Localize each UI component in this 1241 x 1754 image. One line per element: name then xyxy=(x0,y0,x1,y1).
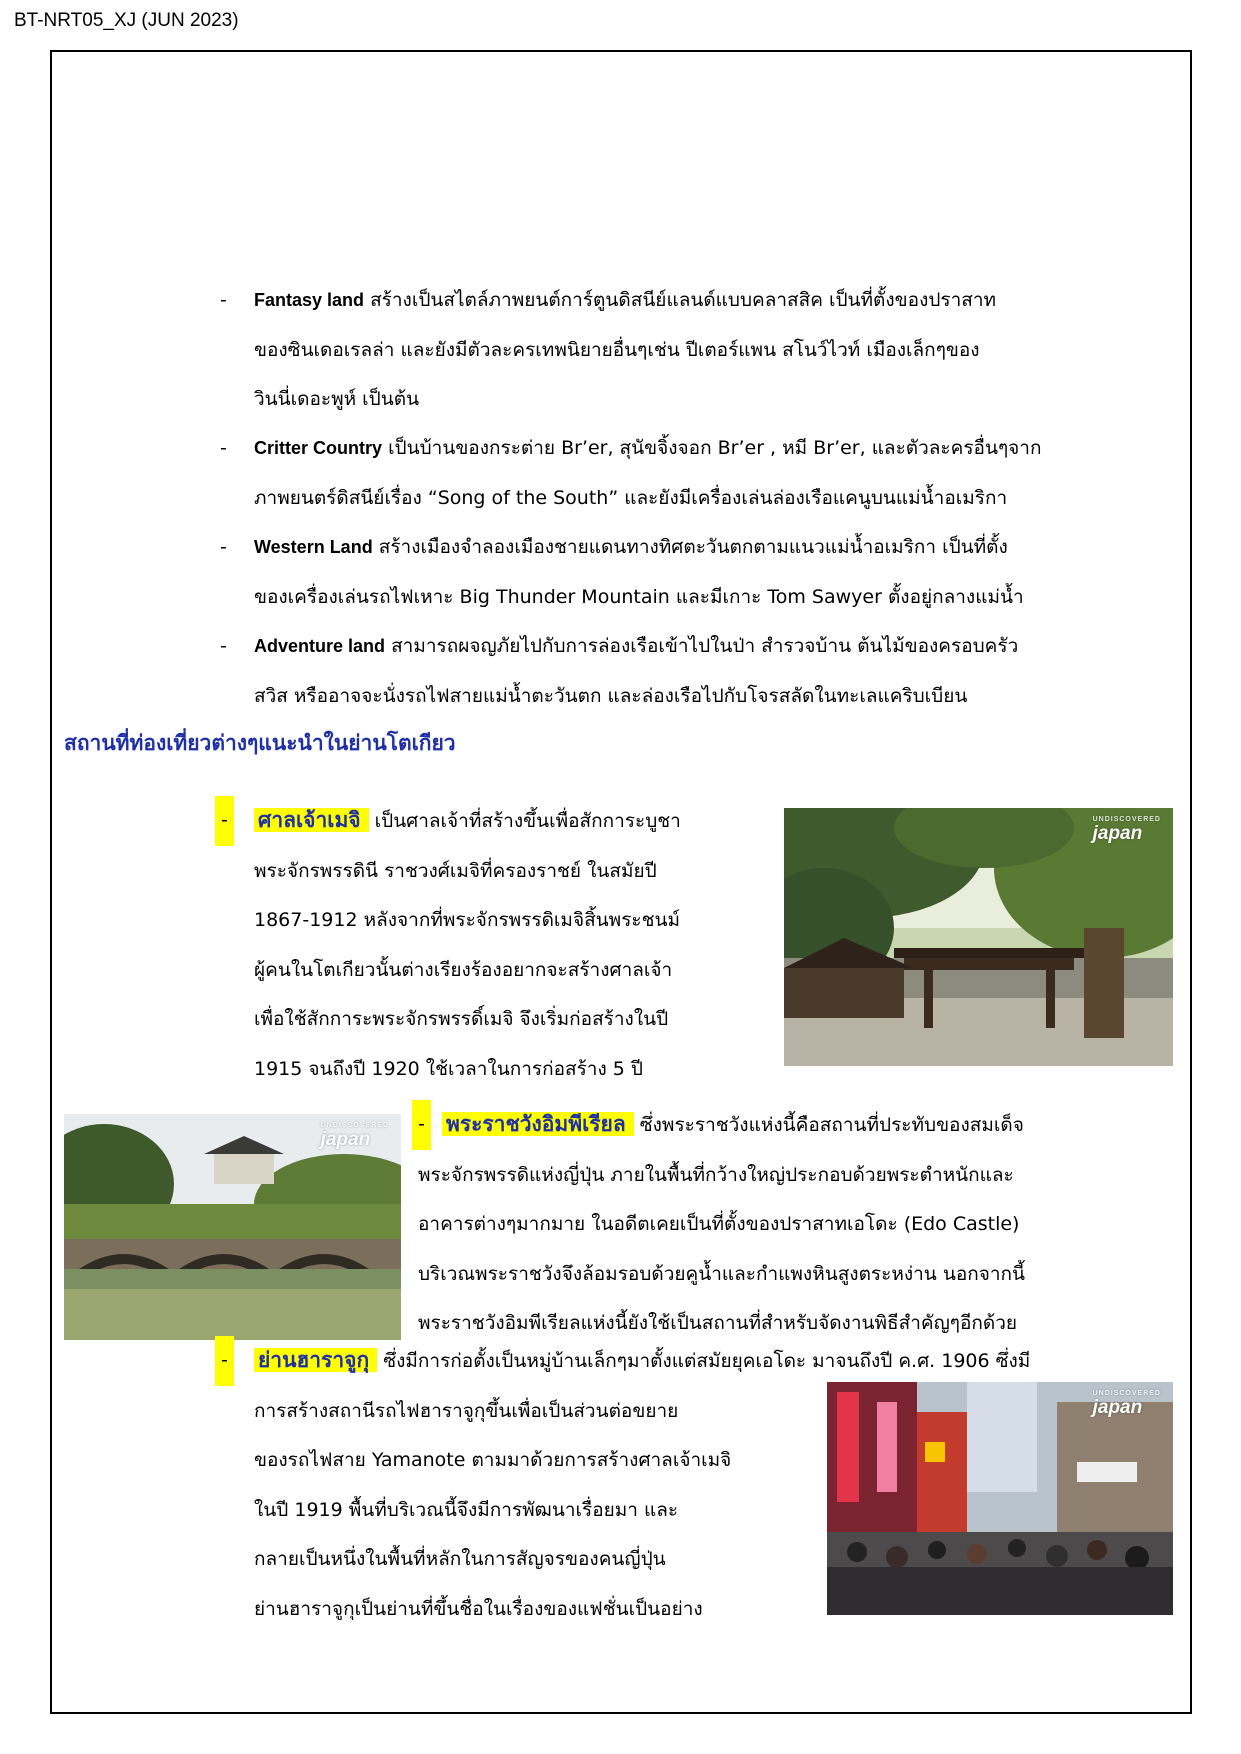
bullet-dash: - xyxy=(412,1100,431,1150)
meiji-shrine-photo xyxy=(784,808,1173,1066)
zone-name: Adventure land xyxy=(254,636,386,656)
watermark: UNDISCOVERED japan xyxy=(1092,816,1161,844)
zone-text: สร้างเป็นสไตล์ภาพยนต์การ์ตูนดิสนีย์แลนด์แบบคลาสสิค เป็นที่ตั้งของปราสาท xyxy=(370,289,997,311)
watermark: UNDISCOVERED japan xyxy=(1092,1390,1161,1418)
place-meiji-shrine xyxy=(221,796,774,1094)
imperial-palace-photo xyxy=(64,1114,401,1340)
place-text: บริเวณพระราชวังจึงล้อมรอบด้วยคูน้ำและกำแพงหินสูงตระหง่าน นอกจากนี้ xyxy=(418,1262,1026,1285)
place-text: ซึ่งมีการก่อตั้งเป็นหมู่บ้านเล็กๆมาตั้งแต่สมัยยุคเอโดะ มาจนถึงปี ค.ศ. 1906 ซึ่งมี xyxy=(383,1350,1031,1372)
place-text: 1915 จนถึงปี 1920 ใช้เวลาในการก่อสร้าง 5 ปี xyxy=(254,1057,643,1080)
bullet-dash: - xyxy=(215,796,234,846)
zone-text: สร้างเมืองจำลองเมืองชายแดนทางทิศตะวันตกตามแนวแม่น้ำอเมริกา เป็นที่ตั้ง xyxy=(378,536,1008,558)
place-text: อาคารต่างๆมากมาย ในอดีตเคยเป็นที่ตั้งของปราสาทเอโดะ (Edo Castle) xyxy=(418,1213,1020,1235)
place-text: ย่านฮาราจูกุเป็นย่านที่ขึ้นชื่อในเรื่องของแฟชั่นเป็นอย่าง xyxy=(254,1597,703,1620)
zone-text: สวิส หรืออาจจะนั่งรถไฟสายแม่น้ำตะวันตก และล่องเรือไปกับโจรสลัดในทะเลแคริบเบียน xyxy=(254,684,968,707)
bullet-dash: - xyxy=(215,1336,234,1386)
zone-name: Critter Country xyxy=(254,438,383,458)
watermark: UNDISCOVERED japan xyxy=(320,1122,389,1150)
meiji-shrine-illustration xyxy=(784,808,1173,1066)
place-imperial-palace xyxy=(418,1100,1188,1349)
place-text: พระจักรพรรดิแห่งญี่ปุ่น ภายในพื้นที่กว้างใหญ่ประกอบด้วยพระตำหนักและ xyxy=(418,1163,1014,1186)
zone-text: สามารถผจญภัยไปกับการล่องเรือเข้าไปในป่า สำรวจบ้าน ต้นไม้ของครอบครัว xyxy=(391,635,1019,657)
section-heading: สถานที่ท่องเที่ยวต่างๆแนะนำในย่านโตเกียว xyxy=(64,731,456,755)
zone-text: ของซินเดอเรลล่า และยังมีตัวละครเทพนิยายอื่นๆเช่น ปีเตอร์แพน สโนว์ไวท์ เมืองเล็กๆของ xyxy=(254,338,980,361)
bullet-dash: - xyxy=(220,635,227,657)
zone-western-land xyxy=(220,523,1184,622)
bullet-dash: - xyxy=(220,289,227,311)
place-title: พระราชวังอิมพีเรียล xyxy=(442,1112,634,1136)
harajuku-photo xyxy=(827,1382,1173,1615)
zone-text: เป็นบ้านของกระต่าย Br’er, สุนัขจิ้งจอก Br’er , หมี Br’er, และตัวละครอื่นๆจาก xyxy=(388,437,1042,459)
zone-adventure-land xyxy=(220,622,1184,721)
place-text: พระราชวังอิมพีเรียลแห่งนี้ยังใช้เป็นสถานที่สำหรับจัดงานพิธีสำคัญๆอีกด้วย xyxy=(418,1312,1018,1334)
place-text: เป็นศาลเจ้าที่สร้างขึ้นเพื่อสักการะบูชา xyxy=(374,810,681,832)
zone-text: วินนี่เดอะพูห์ เป็นต้น xyxy=(254,388,420,410)
zone-fantasy-land xyxy=(220,276,1184,425)
document-code: BT-NRT05_XJ (JUN 2023) xyxy=(14,10,239,31)
zone-text: ภาพยนตร์ดิสนีย์เรื่อง “Song of the South” และยังมีเครื่องเล่นล่องเรือแคนูบนแม่น้ำอเมริกา xyxy=(254,486,1008,509)
place-title: ย่านฮาราจูกุ xyxy=(254,1348,377,1372)
place-text: ซึ่งพระราชวังแห่งนี้คือสถานที่ประทับของสมเด็จ xyxy=(639,1114,1024,1136)
bullet-dash: - xyxy=(220,437,227,459)
place-title: ศาลเจ้าเมจิ xyxy=(254,808,369,832)
place-text: ของรถไฟสาย Yamanote ตามมาด้วยการสร้างศาลเจ้าเมจิ xyxy=(254,1449,732,1471)
zone-name: Western Land xyxy=(254,537,373,557)
place-text: 1867-1912 หลังจากที่พระจักรพรรดิเมจิสิ้นพระชนม์ xyxy=(254,909,681,931)
place-text: เพื่อใช้สักการะพระจักรพรรดิ์เมจิ จึงเริ่มก่อสร้างในปี xyxy=(254,1008,669,1030)
place-text: ในปี 1919 พื้นที่บริเวณนี้จึงมีการพัฒนาเรื่อยมา และ xyxy=(254,1498,679,1521)
place-text: กลายเป็นหนึ่งในพื้นที่หลักในการสัญจรของคนญี่ปุ่น xyxy=(254,1548,666,1570)
bullet-dash: - xyxy=(220,536,227,558)
zone-text: ของเครื่องเล่นรถไฟเหาะ Big Thunder Mountain และมีเกาะ Tom Sawyer ตั้งอยู่กลางแม่น้ำ xyxy=(254,585,1024,608)
zone-name: Fantasy land xyxy=(254,290,365,310)
place-text: พระจักรพรรดินี ราชวงศ์เมจิที่ครองราชย์ ในสมัยปี xyxy=(254,859,657,882)
place-text: ผู้คนในโตเกียวนั้นต่างเรียงร้องอยากจะสร้างศาลเจ้า xyxy=(254,958,673,981)
place-text: การสร้างสถานีรถไฟฮาราจูกุขึ้นเพื่อเป็นส่วนต่อขยาย xyxy=(254,1399,679,1422)
zone-critter-country xyxy=(220,424,1184,523)
